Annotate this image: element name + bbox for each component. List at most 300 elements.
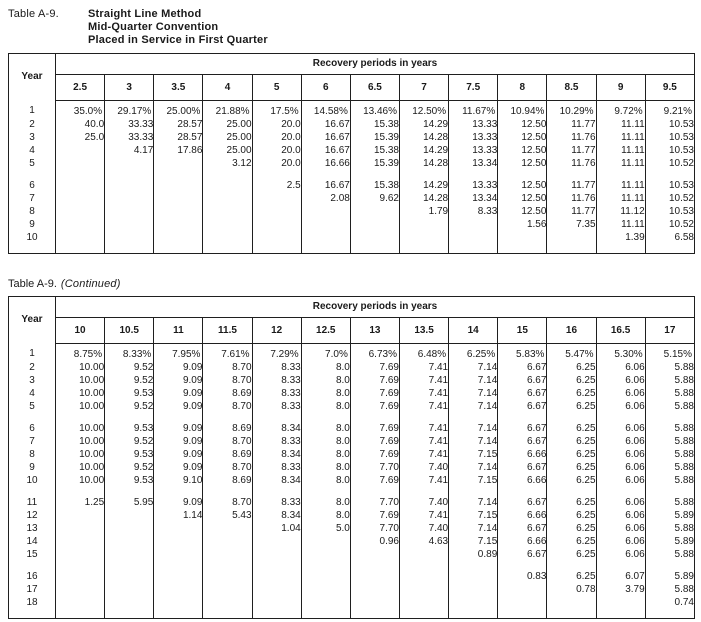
rate-cell — [154, 205, 203, 218]
rate-cell — [350, 218, 399, 231]
spacer-cell — [350, 244, 399, 254]
rate-cell: 8.70 — [203, 461, 252, 474]
rate-cell: 6.67 — [498, 400, 547, 413]
spacer-cell — [399, 487, 448, 496]
year-cell: 8 — [9, 205, 56, 218]
rate-cell: 7.70 — [350, 461, 399, 474]
rate-cell: 6.06 — [596, 474, 645, 487]
depreciation-table-first-quarter — [8, 53, 695, 254]
table-row — [9, 344, 695, 362]
recovery-periods-header: Recovery periods in years — [56, 54, 695, 75]
rate-cell: 7.15 — [449, 448, 498, 461]
rate-cell: 5.88 — [645, 361, 694, 374]
table-row — [9, 474, 695, 487]
rate-cell — [56, 522, 105, 535]
recovery-period-column-header: 16 — [547, 318, 596, 344]
spacer-cell — [449, 609, 498, 619]
rate-cell: 11.11 — [596, 157, 645, 170]
rate-cell: 5.95 — [105, 496, 154, 509]
rate-cell — [547, 231, 596, 244]
spacer-cell — [350, 561, 399, 570]
rate-cell: 11.76 — [547, 131, 596, 144]
spacer-cell — [547, 244, 596, 254]
rate-cell: 6.06 — [596, 535, 645, 548]
year-column-header: Year — [9, 54, 56, 101]
rate-cell: 6.06 — [596, 387, 645, 400]
recovery-period-column-header: 15 — [498, 318, 547, 344]
header-row-span — [9, 297, 695, 318]
rate-cell: 12.50% — [399, 101, 448, 119]
recovery-period-column-header: 13.5 — [399, 318, 448, 344]
recovery-period-column-header: 9.5 — [645, 75, 694, 101]
table-row — [9, 435, 695, 448]
spacer-cell — [301, 244, 350, 254]
spacer-cell — [449, 413, 498, 422]
rate-cell: 6.67 — [498, 548, 547, 561]
rate-cell: 6.06 — [596, 435, 645, 448]
rate-cell: 7.14 — [449, 400, 498, 413]
table-row — [9, 144, 695, 157]
spacer-cell — [547, 561, 596, 570]
rate-cell: 9.09 — [154, 400, 203, 413]
rate-cell: 11.67% — [449, 101, 498, 119]
rate-cell: 5.0 — [301, 522, 350, 535]
spacer-cell — [596, 244, 645, 254]
spacer-cell — [9, 561, 56, 570]
rate-cell: 8.33 — [252, 387, 301, 400]
rate-cell: 20.0 — [252, 131, 301, 144]
depreciation-table-continued — [8, 296, 695, 619]
rate-cell: 7.14 — [449, 435, 498, 448]
spacer-cell — [56, 244, 105, 254]
table-a9-block — [8, 8, 694, 254]
rate-cell: 20.0 — [252, 144, 301, 157]
rate-cell — [203, 570, 252, 583]
rate-cell: 6.25 — [547, 448, 596, 461]
rate-cell — [154, 522, 203, 535]
rate-cell: 5.30% — [596, 344, 645, 362]
rate-cell: 2.08 — [301, 192, 350, 205]
rate-cell — [154, 179, 203, 192]
rate-cell: 6.66 — [498, 535, 547, 548]
year-cell: 16 — [9, 570, 56, 583]
spacer-cell — [301, 609, 350, 619]
table-row — [9, 361, 695, 374]
recovery-period-column-header: 8 — [498, 75, 547, 101]
rate-cell: 7.0% — [301, 344, 350, 362]
rate-cell: 9.09 — [154, 422, 203, 435]
rate-cell: 12.50 — [498, 179, 547, 192]
rate-cell — [105, 548, 154, 561]
rate-cell: 12.50 — [498, 144, 547, 157]
rate-cell — [547, 596, 596, 609]
recovery-period-column-header: 9 — [596, 75, 645, 101]
rate-cell: 8.33 — [252, 400, 301, 413]
rate-cell — [399, 231, 448, 244]
rate-cell — [252, 231, 301, 244]
rate-cell: 11.12 — [596, 205, 645, 218]
table-row — [9, 448, 695, 461]
recovery-period-column-header: 4 — [203, 75, 252, 101]
rate-cell — [105, 157, 154, 170]
spacer-cell — [596, 609, 645, 619]
rate-cell: 9.52 — [105, 374, 154, 387]
rate-cell: 7.40 — [399, 522, 448, 535]
rate-cell: 12.50 — [498, 205, 547, 218]
spacer-cell — [9, 413, 56, 422]
rate-cell: 6.25 — [547, 496, 596, 509]
rate-cell: 5.88 — [645, 474, 694, 487]
spacer-cell — [449, 244, 498, 254]
recovery-period-column-header: 16.5 — [596, 318, 645, 344]
recovery-period-column-header: 12 — [252, 318, 301, 344]
table-title-line-2: Mid-Quarter Convention — [88, 21, 219, 33]
rate-cell: 6.58 — [645, 231, 694, 244]
spacer-cell — [498, 170, 547, 179]
rate-cell: 10.00 — [56, 400, 105, 413]
spacer-cell — [399, 244, 448, 254]
rate-cell: 14.28 — [399, 157, 448, 170]
spacer-cell — [105, 170, 154, 179]
rate-cell: 13.34 — [449, 157, 498, 170]
table-title-line-3: Placed in Service in First Quarter — [88, 34, 268, 46]
recovery-period-column-header: 6.5 — [350, 75, 399, 101]
rate-cell: 6.66 — [498, 448, 547, 461]
recovery-period-column-header: 7.5 — [449, 75, 498, 101]
rate-cell: 16.67 — [301, 144, 350, 157]
table-caption — [8, 8, 694, 47]
rate-cell: 20.0 — [252, 157, 301, 170]
rate-cell: 5.83% — [498, 344, 547, 362]
rate-cell: 11.77 — [547, 179, 596, 192]
rate-cell — [56, 596, 105, 609]
rate-cell — [105, 509, 154, 522]
year-cell: 6 — [9, 422, 56, 435]
rate-cell — [449, 231, 498, 244]
spacer-cell — [56, 413, 105, 422]
rate-cell: 7.61% — [203, 344, 252, 362]
rate-cell — [252, 570, 301, 583]
recovery-period-column-header: 8.5 — [547, 75, 596, 101]
recovery-period-column-header: 10 — [56, 318, 105, 344]
table-title-line-1: Straight Line Method — [88, 8, 202, 20]
rate-cell: 6.06 — [596, 548, 645, 561]
table-header — [9, 54, 695, 101]
year-cell: 4 — [9, 144, 56, 157]
rate-cell: 1.79 — [399, 205, 448, 218]
rate-cell: 8.70 — [203, 400, 252, 413]
rate-cell: 8.70 — [203, 496, 252, 509]
year-cell: 15 — [9, 548, 56, 561]
rate-cell — [350, 583, 399, 596]
bottom-pad-row — [9, 609, 695, 619]
rate-cell: 6.06 — [596, 361, 645, 374]
rate-cell — [154, 218, 203, 231]
rate-cell — [498, 596, 547, 609]
rate-cell: 7.70 — [350, 522, 399, 535]
rate-cell: 6.25 — [547, 435, 596, 448]
spacer-cell — [596, 413, 645, 422]
rate-cell — [252, 205, 301, 218]
rate-cell: 11.11 — [596, 179, 645, 192]
table-row — [9, 596, 695, 609]
rate-cell: 14.58% — [301, 101, 350, 119]
rate-cell: 7.41 — [399, 422, 448, 435]
rate-cell: 5.89 — [645, 570, 694, 583]
year-cell: 10 — [9, 231, 56, 244]
rate-cell — [56, 192, 105, 205]
rate-cell: 7.40 — [399, 461, 448, 474]
table-row — [9, 548, 695, 561]
spacer-cell — [154, 244, 203, 254]
recovery-period-column-header: 2.5 — [56, 75, 105, 101]
spacer-cell — [56, 561, 105, 570]
rate-cell: 8.34 — [252, 422, 301, 435]
rate-cell: 21.88% — [203, 101, 252, 119]
spacer-cell — [449, 170, 498, 179]
table-continued-caption — [8, 278, 694, 291]
rate-cell: 1.25 — [56, 496, 105, 509]
rate-cell: 5.88 — [645, 435, 694, 448]
rate-cell: 5.47% — [547, 344, 596, 362]
rate-cell — [301, 218, 350, 231]
rate-cell: 6.67 — [498, 374, 547, 387]
rate-cell: 7.69 — [350, 435, 399, 448]
rate-cell — [449, 596, 498, 609]
recovery-period-column-header: 3.5 — [154, 75, 203, 101]
group-spacer-row — [9, 561, 695, 570]
rate-cell: 16.67 — [301, 131, 350, 144]
rate-cell — [203, 535, 252, 548]
rate-cell: 9.09 — [154, 496, 203, 509]
year-cell: 14 — [9, 535, 56, 548]
rate-cell: 7.35 — [547, 218, 596, 231]
rate-cell: 2.5 — [252, 179, 301, 192]
table-title-lines — [88, 8, 268, 47]
year-cell: 5 — [9, 157, 56, 170]
rate-cell: 14.29 — [399, 179, 448, 192]
rate-cell: 8.0 — [301, 374, 350, 387]
table-label: Table A-9. — [8, 8, 59, 20]
rate-cell: 10.00 — [56, 474, 105, 487]
rate-cell — [105, 192, 154, 205]
rate-cell: 8.33 — [252, 461, 301, 474]
rate-cell: 8.34 — [252, 509, 301, 522]
rate-cell: 7.41 — [399, 509, 448, 522]
spacer-cell — [56, 487, 105, 496]
year-cell: 8 — [9, 448, 56, 461]
rate-cell: 13.46% — [350, 101, 399, 119]
rate-cell — [56, 583, 105, 596]
rate-cell: 0.83 — [498, 570, 547, 583]
spacer-cell — [56, 609, 105, 619]
rate-cell: 8.0 — [301, 435, 350, 448]
rate-cell: 7.70 — [350, 496, 399, 509]
rate-cell: 6.25 — [547, 548, 596, 561]
rate-cell: 13.33 — [449, 131, 498, 144]
recovery-period-column-header: 12.5 — [301, 318, 350, 344]
rate-cell — [154, 583, 203, 596]
rate-cell: 11.11 — [596, 118, 645, 131]
rate-cell: 10.53 — [645, 205, 694, 218]
year-cell: 1 — [9, 344, 56, 362]
rate-cell — [56, 570, 105, 583]
rate-cell: 9.53 — [105, 387, 154, 400]
rate-cell — [350, 548, 399, 561]
spacer-cell — [449, 561, 498, 570]
table-row — [9, 192, 695, 205]
rate-cell: 6.67 — [498, 422, 547, 435]
rate-cell: 6.06 — [596, 448, 645, 461]
rate-cell: 9.52 — [105, 461, 154, 474]
rate-cell — [154, 570, 203, 583]
rate-cell: 7.69 — [350, 387, 399, 400]
rate-cell: 11.77 — [547, 118, 596, 131]
rate-cell — [56, 218, 105, 231]
rate-cell: 8.0 — [301, 461, 350, 474]
rate-cell: 9.53 — [105, 422, 154, 435]
rate-cell: 25.00 — [203, 131, 252, 144]
rate-cell: 3.12 — [203, 157, 252, 170]
rate-cell — [498, 583, 547, 596]
spacer-cell — [9, 170, 56, 179]
rate-cell — [154, 157, 203, 170]
rate-cell — [203, 205, 252, 218]
rate-cell: 6.48% — [399, 344, 448, 362]
rate-cell: 14.28 — [399, 192, 448, 205]
spacer-cell — [252, 561, 301, 570]
year-cell: 7 — [9, 435, 56, 448]
spacer-cell — [350, 413, 399, 422]
rate-cell: 9.09 — [154, 461, 203, 474]
rate-cell: 6.06 — [596, 496, 645, 509]
rate-cell — [56, 548, 105, 561]
rate-cell: 10.00 — [56, 435, 105, 448]
rate-cell: 8.69 — [203, 474, 252, 487]
rate-cell: 5.88 — [645, 448, 694, 461]
rate-cell — [154, 535, 203, 548]
recovery-period-column-header: 11.5 — [203, 318, 252, 344]
rate-cell: 33.33 — [105, 118, 154, 131]
rate-cell: 8.0 — [301, 387, 350, 400]
rate-cell: 8.0 — [301, 361, 350, 374]
rate-cell — [56, 144, 105, 157]
spacer-cell — [154, 487, 203, 496]
rate-cell: 12.50 — [498, 192, 547, 205]
rate-cell — [203, 231, 252, 244]
table-continued-label: Table A-9. — [8, 278, 57, 290]
rate-cell: 8.0 — [301, 448, 350, 461]
rate-cell: 11.77 — [547, 144, 596, 157]
rate-cell — [449, 218, 498, 231]
rate-cell: 7.14 — [449, 387, 498, 400]
rate-cell: 20.0 — [252, 118, 301, 131]
rate-cell: 11.11 — [596, 131, 645, 144]
spacer-cell — [645, 413, 694, 422]
rate-cell: 8.69 — [203, 422, 252, 435]
year-cell: 17 — [9, 583, 56, 596]
rate-cell — [252, 218, 301, 231]
spacer-cell — [547, 609, 596, 619]
spacer-cell — [547, 487, 596, 496]
table-row — [9, 179, 695, 192]
rate-cell: 15.38 — [350, 179, 399, 192]
rate-cell: 6.25 — [547, 422, 596, 435]
rate-cell: 6.25 — [547, 461, 596, 474]
year-cell: 10 — [9, 474, 56, 487]
table-row — [9, 583, 695, 596]
rate-cell: 0.96 — [350, 535, 399, 548]
rate-cell: 7.41 — [399, 435, 448, 448]
rate-cell: 8.33 — [252, 361, 301, 374]
rate-cell: 7.41 — [399, 387, 448, 400]
spacer-cell — [596, 487, 645, 496]
rate-cell — [154, 192, 203, 205]
rate-cell — [203, 192, 252, 205]
rate-cell: 10.00 — [56, 361, 105, 374]
rate-cell: 15.38 — [350, 118, 399, 131]
rate-cell: 8.34 — [252, 474, 301, 487]
rate-cell: 6.25 — [547, 570, 596, 583]
rate-cell: 17.5% — [252, 101, 301, 119]
rate-cell — [301, 231, 350, 244]
rate-cell: 11.76 — [547, 157, 596, 170]
spacer-cell — [154, 170, 203, 179]
rate-cell: 11.76 — [547, 192, 596, 205]
spacer-cell — [645, 244, 694, 254]
rate-cell — [252, 583, 301, 596]
rate-cell — [449, 583, 498, 596]
rate-cell — [203, 522, 252, 535]
rate-cell — [105, 231, 154, 244]
rate-cell: 13.33 — [449, 118, 498, 131]
year-cell: 12 — [9, 509, 56, 522]
rate-cell — [399, 548, 448, 561]
rate-cell: 9.09 — [154, 361, 203, 374]
rate-cell: 28.57 — [154, 131, 203, 144]
recovery-period-column-header: 3 — [105, 75, 154, 101]
year-cell: 2 — [9, 361, 56, 374]
header-row-columns — [9, 318, 695, 344]
spacer-cell — [399, 561, 448, 570]
rate-cell: 6.25% — [449, 344, 498, 362]
rate-cell: 5.88 — [645, 496, 694, 509]
year-cell: 3 — [9, 131, 56, 144]
rate-cell: 12.50 — [498, 131, 547, 144]
rate-cell: 7.15 — [449, 474, 498, 487]
rate-cell: 11.11 — [596, 218, 645, 231]
rate-cell: 7.14 — [449, 496, 498, 509]
table-row — [9, 522, 695, 535]
rate-cell: 5.88 — [645, 400, 694, 413]
table-row — [9, 374, 695, 387]
rate-cell: 13.34 — [449, 192, 498, 205]
rate-cell: 10.52 — [645, 192, 694, 205]
rate-cell — [350, 570, 399, 583]
rate-cell: 6.06 — [596, 400, 645, 413]
rate-cell: 1.04 — [252, 522, 301, 535]
rate-cell — [105, 583, 154, 596]
recovery-period-column-header: 7 — [399, 75, 448, 101]
recovery-period-column-header: 11 — [154, 318, 203, 344]
spacer-cell — [498, 487, 547, 496]
spacer-cell — [596, 561, 645, 570]
rate-cell: 17.86 — [154, 144, 203, 157]
rate-cell: 9.53 — [105, 474, 154, 487]
table-row — [9, 496, 695, 509]
rate-cell: 6.67 — [498, 361, 547, 374]
rate-cell: 10.00 — [56, 461, 105, 474]
